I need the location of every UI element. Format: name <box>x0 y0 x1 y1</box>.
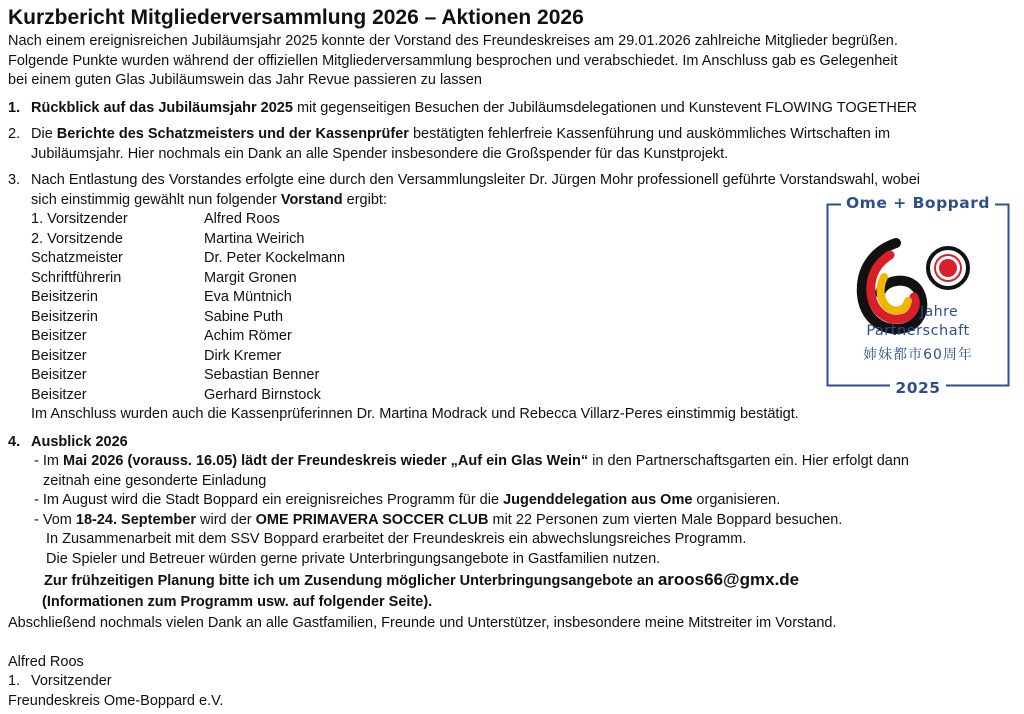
logo-year-text: 2025 <box>890 379 945 397</box>
request-text: Zur frühzeitigen Planung bitte ich um Zusendung möglicher Unterbringungsangebote an <box>44 573 658 589</box>
info-line: (Informationen zum Programm usw. auf folgender Seite). <box>42 594 433 610</box>
aug-pre: - Im August wird die Stadt Boppard ein ereignisreiches Programm für die <box>34 492 504 508</box>
logo-year <box>826 379 1010 397</box>
board-member: Gerhard Birnstock <box>204 386 321 403</box>
signature-role: Vorsitzender <box>31 673 112 689</box>
august-event <box>8 491 1016 511</box>
may-pre: - Im <box>34 453 63 469</box>
board-role: Beisitzer <box>31 347 87 364</box>
item-4 <box>8 433 1016 453</box>
signature-org: Freundeskreis Ome-Boppard e.V. <box>8 692 224 709</box>
board-member: Eva Müntnich <box>204 289 292 305</box>
aug-bold: Jugenddelegation aus Ome <box>503 492 693 508</box>
item-4-heading: Ausblick 2026 <box>31 433 128 450</box>
anniversary-logo <box>826 194 1010 397</box>
board-role: 2. Vorsitzende <box>31 230 123 247</box>
sep-bold-date: 18-24. September <box>75 511 196 528</box>
sep-pre: - Vom <box>34 511 76 528</box>
board-role: Beisitzerin <box>31 289 98 305</box>
item-1-text: mit gegenseitigen Besuchen der Jubiläumsdelegationen und Kunstevent FLOWING TOGETHER <box>292 99 918 116</box>
board-member: Margit Gronen <box>204 269 297 286</box>
board-member: Alfred Roos <box>204 211 280 227</box>
red-sun-icon <box>939 259 957 277</box>
board-role: Schriftführerin <box>31 269 122 286</box>
item-3-line1: Nach Entlastung des Vorstandes erfolgte eine durch den Versammlungsleiter Dr. Jürgen Mohr professionell geführte Vorstandswahl, wobei <box>31 172 921 188</box>
signature-name: Alfred Roos <box>8 653 84 670</box>
intro-line: bei einem guten Glas Jubiläumswein das Jahr Revue passieren zu lassen <box>8 72 482 88</box>
board-role: Beisitzer <box>31 367 87 383</box>
item-number: 1. <box>8 99 21 116</box>
signature-role-line <box>8 672 1016 692</box>
item-3-line2: sich einstimmig gewählt nun folgender <box>31 191 281 208</box>
board-member: Achim Römer <box>204 328 292 344</box>
sep-mid: wird der <box>196 511 256 528</box>
item-2 <box>8 125 1016 164</box>
logo-title-text: Ome + Boppard <box>841 194 995 212</box>
board-member: Sebastian Benner <box>204 367 320 383</box>
item-number: 4. <box>8 433 21 450</box>
september-event <box>8 511 1016 531</box>
board-role: Schatzmeister <box>31 250 123 266</box>
intro-paragraph <box>8 32 1016 91</box>
contact-email[interactable]: aroos66@gmx.de <box>657 570 800 589</box>
logo-title <box>826 194 1010 212</box>
page-title: Kurzbericht Mitgliederversammlung 2026 – Aktionen 2026 <box>8 6 584 29</box>
closing-line: Abschließend nochmals vielen Dank an alle Gastfamilien, Freunde und Unterstützer, insbesondere meine Mitstreiter im Vorstand. <box>8 615 837 631</box>
aug-post: organisieren. <box>692 492 781 508</box>
board-role: Beisitzer <box>31 386 87 403</box>
board-role: Beisitzer <box>31 328 87 344</box>
board-member: Martina Weirich <box>204 230 305 247</box>
item-number: 3. <box>8 172 21 188</box>
item-1-bold: Rückblick auf das Jubiläumsjahr 2025 <box>31 99 293 116</box>
item-3-vorstand: Vorstand <box>280 191 343 208</box>
may-event <box>8 452 1016 472</box>
item-2-text: bestätigten fehlerfreie Kassenführung und auskömmliches Wirtschaften im <box>408 126 891 142</box>
board-member: Dr. Peter Kockelmann <box>204 250 346 266</box>
logo-japanese-text: 姉妹都市60周年 <box>863 347 973 363</box>
board-member: Sabine Puth <box>204 308 284 325</box>
intro-line: Folgende Punkte wurden während der offiziellen Mitgliederversammlung besprochen und verabschiedet. Im Anschluss gab es Gelegenheit <box>8 52 898 69</box>
item-3-line2-post: ergibt: <box>342 191 387 208</box>
board-role: 1. Vorsitzender <box>31 211 128 227</box>
board-role: Beisitzerin <box>31 308 98 325</box>
logo-partnerschaft: Partnerschaft <box>866 323 970 339</box>
sep-line2: In Zusammenarbeit mit dem SSV Boppard erarbeitet der Freundeskreis ein abwechslungsreiches Programm. <box>46 531 747 547</box>
item-2-line2: Jubiläumsjahr. Hier nochmals ein Dank an alle Spender insbesondere die Großspender für das Kunstprojekt. <box>31 145 729 162</box>
intro-line: Nach einem ereignisreichen Jubiläumsjahr 2025 konnte der Vorstand des Freundeskreises am 29.01.2026 zahlreiche Mitglieder begrüßen. <box>8 33 898 49</box>
sep-line3: Die Spieler und Betreuer würden gerne private Unterbringungsangebote in Gastfamilien nutzen. <box>46 550 661 567</box>
item-number: 2. <box>8 126 21 142</box>
item-2-pre: Die <box>31 126 57 142</box>
item-2-bold: Berichte des Schatzmeisters und der Kassenprüfer <box>56 126 409 142</box>
board-member: Dirk Kremer <box>204 347 282 364</box>
item-1 <box>8 99 1016 119</box>
signature-num: 1. <box>8 673 21 689</box>
may-bold: Mai 2026 (vorauss. 16.05) lädt der Freundeskreis wieder „Auf ein Glas Wein“ <box>63 453 589 469</box>
may-line2: zeitnah eine gesonderte Einladung <box>43 472 267 489</box>
may-post: in den Partnerschaftsgarten ein. Hier erfolgt dann <box>588 453 909 469</box>
signature-block <box>8 653 1016 712</box>
auditors-line: Im Anschluss wurden auch die Kassenprüferinnen Dr. Martina Modrack und Rebecca Villarz-Peres einstimmig bestätigt. <box>31 406 799 422</box>
request-line <box>8 569 1016 592</box>
sep-bold-club: OME PRIMAVERA SOCCER CLUB <box>255 511 489 528</box>
logo-jahre: Jahre <box>920 304 959 320</box>
sep-post: mit 22 Personen zum vierten Male Boppard besuchen. <box>488 511 843 528</box>
